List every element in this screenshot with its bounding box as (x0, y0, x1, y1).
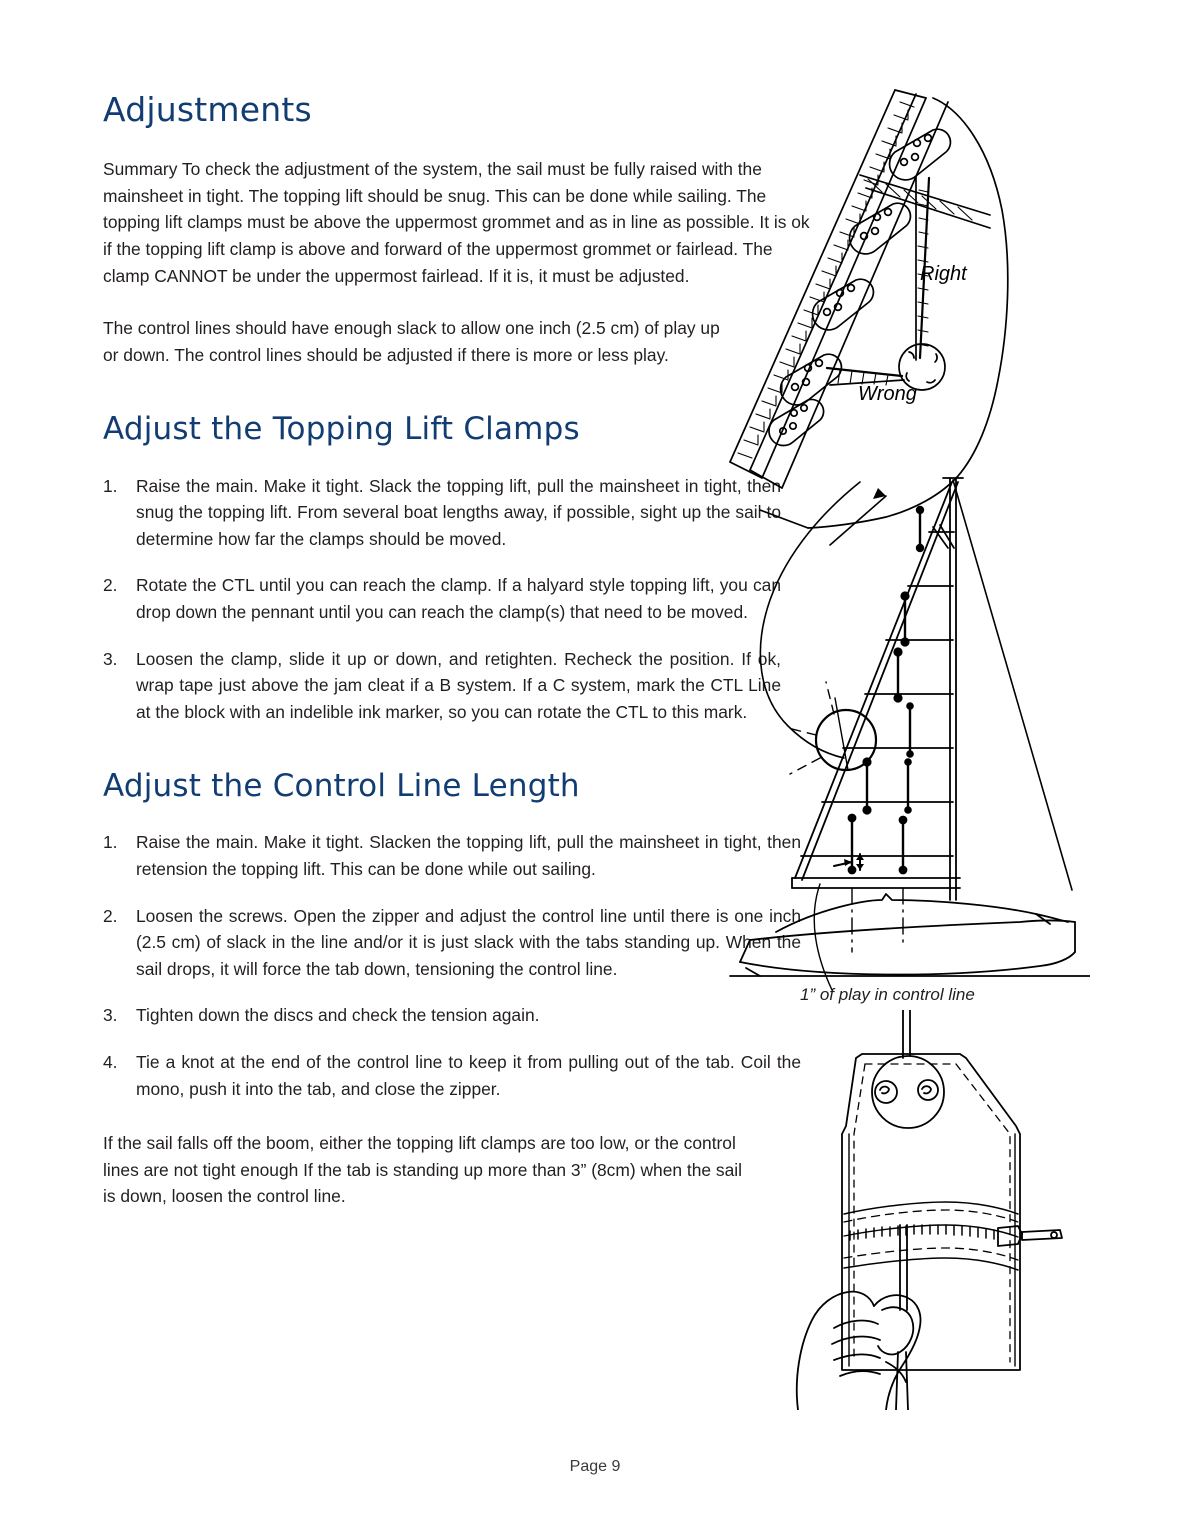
step-text: Loosen the clamp, slide it up or down, and retighten. Recheck the position. If ok, wrap tape just above the jam cleat if a B system. If a C system, mark the CTL Line at the block with an indelible ink marker, so you can rotate the CTL to this mark. (136, 648, 781, 722)
step-number: 1. (103, 832, 118, 853)
step-text: Raise the main. Make it tight. Slacken the topping lift, pull the mainsheet in tight, then retension the topping lift. This can be done while out sailing. (136, 832, 801, 879)
step-number: 2. (103, 905, 118, 926)
list-item (103, 1049, 801, 1102)
step-text: Tie a knot at the end of the control line to keep it from pulling out of the tab. Coil the mono, push it into the tab, and close the zipper. (136, 1051, 801, 1099)
closing-paragraph: If the sail falls off the boom, either the topping lift clamps are too low, or the control lines are not tight enough If the tab is standing up more than 3” (8cm) when the sail is down, loosen the control line. (103, 1133, 742, 1207)
step-number: 2. (103, 575, 118, 596)
boat-figure-caption: 1” of play in control line (800, 985, 975, 1004)
step-text: Loosen the screws. Open the zipper and adjust the control line until there is one inch (2.5 cm) of slack in the line and/or it is just slack with the tabs standing up. When the sail drops, it will force the tab down, tensioning the control line. (136, 905, 801, 979)
page-title: Adjustments (103, 90, 312, 129)
page-footer: Page 9 (569, 1458, 621, 1475)
sailboat-rigging-diagram (620, 470, 1090, 1010)
step-text: Rotate the CTL until you can reach the clamp. If a halyard style topping lift, you can drop down the pennant until you can reach the clamp(s) that need to be moved. (136, 575, 781, 622)
label-right-text: Right (920, 263, 967, 285)
boat-figure-caption-wrap (800, 985, 1100, 1005)
step-number: 3. (103, 1005, 118, 1026)
control-line-slack-paragraph: The control lines should have enough slack to allow one inch (2.5 cm) of play up or down. The control lines should be adjusted if there is more or less play. (103, 318, 720, 365)
tab-diagram-svg (770, 1010, 1090, 1410)
sail-tab-zipper-diagram (770, 1010, 1090, 1410)
summary-paragraph: Summary To check the adjustment of the system, the sail must be fully raised with the mainsheet in tight. The topping lift should be snug. This can be done while sailing. The topping lift clamps must be above the uppermost grommet and as in line as possible. It is ok if the topping lift clamp is above and forward of the uppermost grommet or fairlead. The clamp CANNOT be under the uppermost fairlead. If it is, it must be adjusted. (103, 159, 810, 286)
step-number: 3. (103, 648, 118, 669)
section-heading-control-line-length: Adjust the Control Line Length (103, 768, 580, 805)
sailboat-diagram-svg (620, 470, 1090, 1010)
section-heading-topping-lift-clamps: Adjust the Topping Lift Clamps (103, 411, 580, 448)
step-text: Raise the main. Make it tight. Slack the topping lift, pull the mainsheet in tight, then snug the topping lift. From several boat lengths away, if possible, sight up the sail to determine how far the clamps should be moved. (136, 475, 781, 549)
label-wrong-text: Wrong (858, 383, 917, 405)
step-text: Tighten down the discs and check the tension again. (136, 1005, 540, 1026)
step-number: 1. (103, 475, 118, 496)
step-number: 4. (103, 1051, 118, 1072)
